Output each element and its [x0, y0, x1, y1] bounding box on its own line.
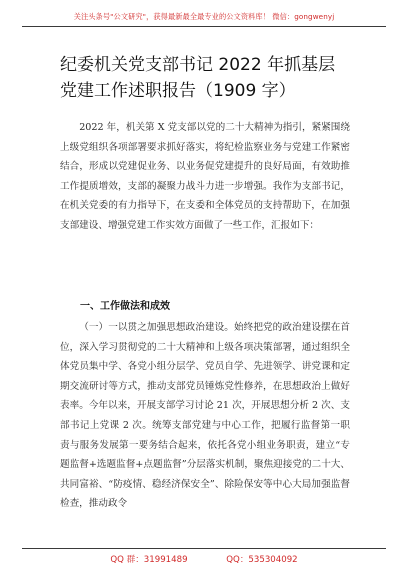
section-heading-1: 一、工作做法和成效: [80, 301, 170, 312]
page-title: 纪委机关党支部书记 2022 年抓基层党建工作述职报告（1909 字）: [60, 55, 336, 101]
body-paragraph-1: （一）一以贯之加强思想政治建设。始终把党的政治建设摆在首位，深入学习贯彻党的二十大精神和上级各项决策部署，通过组织全体党员集中学、各党小组分层学、党员自学、先进领学、讲党课和定期交流研讨等方式，推动支部党员锤炼党性修养，在思想政治上做好表率。今年以来，开展支部学习讨论 21 次，开展思想分析 2 次、支部书记上党课 2 次。统筹支部党建与中心工作，把履行监督第一职责与服务发展第一要务结合起来，依托各党小组业务职责，建立“专题监督+选题监督+点题监督”分层落实机制，聚焦迎接党的二十大、共同富裕、“防疫情、稳经济保安全”、除险保安等中心大局加强监督检查，推动政令: [60, 322, 350, 510]
footer: [0, 553, 408, 565]
top-banner: 关注头条号"公文研究"，获得最新最全最专业的公文资料库！ 微信：gongwenyj: [73, 12, 335, 21]
footer-rule: [22, 548, 386, 549]
header-rule: [22, 26, 386, 27]
footer-qq-group: QQ 群：31991489: [110, 555, 188, 565]
footer-qq: QQ：535304092: [226, 555, 298, 565]
intro-paragraph: 2022 年，机关第 X 党支部以党的二十大精神为指引，紧紧围绕上级党组织各项部署要求抓好落实，将纪检监察业务与党建工作紧密结合，形成以党建促业务、以业务促党建提升的良好局面，有效助推工作提质增效，支部的凝聚力战斗力进一步增强。我作为支部书记，在机关党委的有力指导下，在支委和全体党员的支持帮助下，在加强支部建设、增强党建工作实效方面做了一些工作，汇报如下：: [60, 122, 350, 231]
